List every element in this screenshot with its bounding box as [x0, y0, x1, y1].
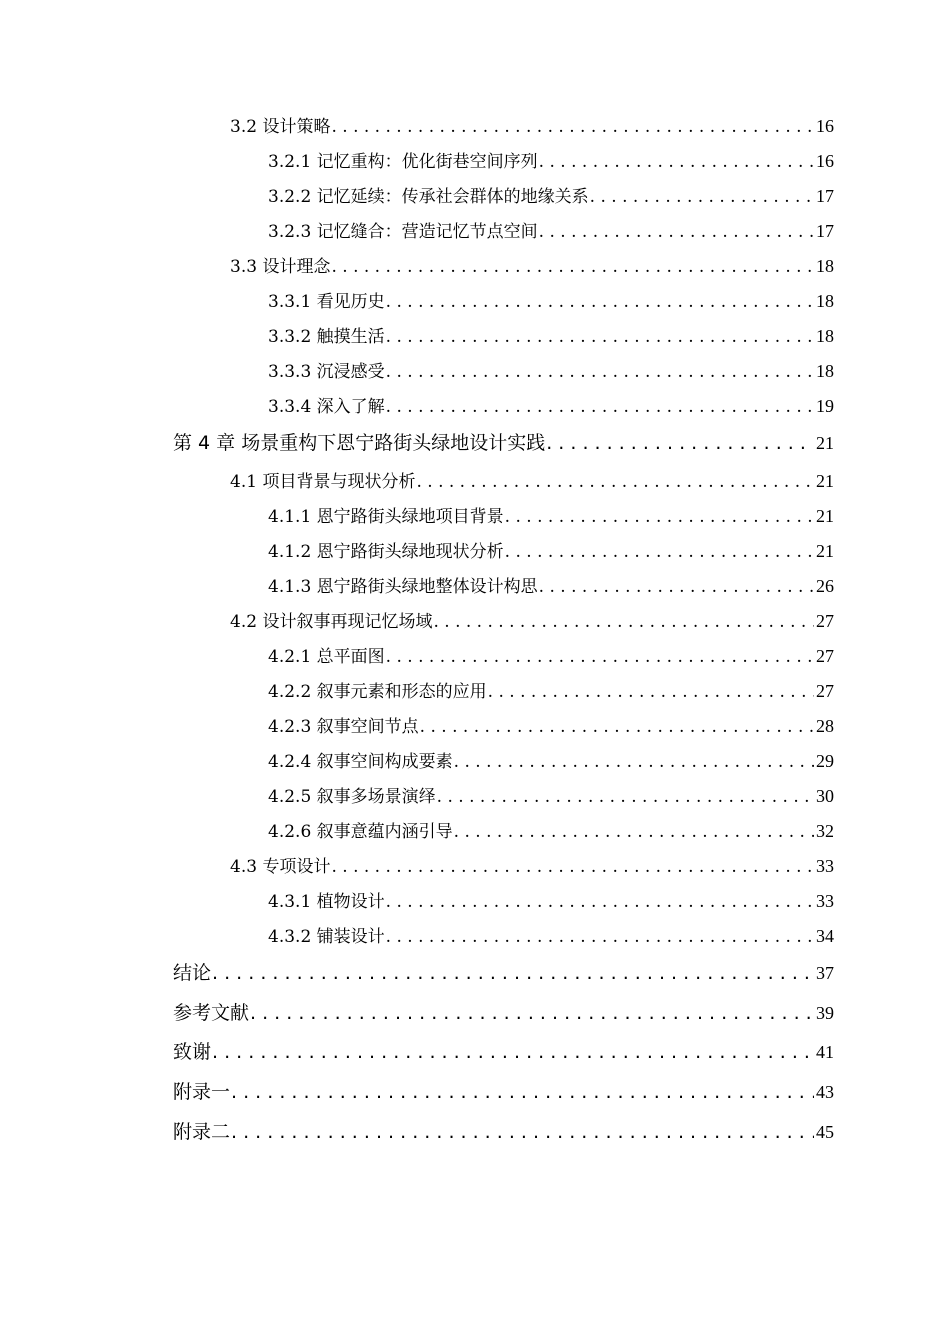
toc-entry-page-number: 18 [816, 256, 834, 276]
toc-entry-title: 4.1.3 恩宁路街头绿地整体设计构思 [268, 577, 538, 597]
toc-entry-title: 3.2.3 记忆缝合：营造记忆节点空间 [268, 222, 538, 242]
toc-chapter-entry[interactable] [173, 1040, 834, 1064]
toc-entry[interactable] [268, 819, 834, 843]
toc-entry[interactable] [268, 219, 834, 243]
toc-entry-title: 附录二 [173, 1121, 231, 1143]
toc-entry-title: 3.3.1 看见历史 [268, 292, 385, 312]
dot-leader [231, 1080, 814, 1104]
dot-leader [331, 255, 814, 278]
toc-entry-page-number: 16 [816, 151, 834, 171]
toc-entry-title: 4.2.6 叙事意蕴内涵引导 [268, 822, 453, 842]
toc-entry[interactable] [268, 324, 834, 348]
toc-entry-title: 3.2.2 记忆延续：传承社会群体的地缘关系 [268, 187, 589, 207]
toc-chapter-entry[interactable] [173, 1120, 834, 1144]
toc-entry-page-number: 18 [816, 326, 834, 346]
toc-entry-title: 3.2.1 记忆重构：优化街巷空间序列 [268, 152, 538, 172]
toc-entry[interactable] [268, 749, 834, 773]
toc-chapter-entry[interactable] [173, 1001, 834, 1025]
dot-leader [386, 395, 814, 418]
toc-entry-title: 第 4 章 场景重构下恩宁路街头绿地设计实践 [173, 432, 546, 454]
dot-leader [539, 575, 814, 598]
toc-chapter-entry[interactable] [173, 1080, 834, 1104]
toc-entry[interactable] [268, 149, 834, 173]
toc-entry-title: 4.1 项目背景与现状分析 [230, 472, 416, 492]
dot-leader [420, 715, 814, 738]
dot-leader [546, 431, 814, 455]
dot-leader [488, 680, 814, 703]
toc-entry-page-number: 39 [816, 1003, 834, 1023]
toc-entry[interactable] [268, 644, 834, 668]
toc-entry-page-number: 34 [816, 926, 834, 946]
toc-entry[interactable] [268, 539, 834, 563]
dot-leader [416, 470, 814, 493]
dot-leader [454, 820, 814, 843]
toc-entry[interactable] [268, 394, 834, 418]
toc-entry[interactable] [230, 469, 834, 493]
dot-leader [386, 890, 814, 913]
toc-entry-title: 4.2.1 总平面图 [268, 647, 385, 667]
toc-entry[interactable] [268, 574, 834, 598]
toc-entry-title: 4.2.5 叙事多场景演绎 [268, 787, 436, 807]
toc-entry-title: 4.3.2 铺装设计 [268, 927, 385, 947]
dot-leader [331, 855, 814, 878]
toc-entry-page-number: 28 [816, 716, 834, 736]
dot-leader [386, 360, 814, 383]
dot-leader [590, 185, 814, 208]
toc-entry-page-number: 27 [816, 611, 834, 631]
toc-entry-page-number: 17 [816, 221, 834, 241]
toc-entry-page-number: 32 [816, 821, 834, 841]
toc-entry-title: 结论 [173, 962, 212, 984]
toc-entry-page-number: 43 [816, 1082, 834, 1102]
dot-leader [386, 925, 814, 948]
toc-chapter-entry[interactable] [173, 961, 834, 985]
toc-entry-title: 4.2.3 叙事空间节点 [268, 717, 419, 737]
toc-entry[interactable] [268, 784, 834, 808]
dot-leader [386, 325, 814, 348]
toc-entry-title: 4.2.2 叙事元素和形态的应用 [268, 682, 487, 702]
toc-entry-page-number: 21 [816, 506, 834, 526]
toc-entry-title: 3.3.3 沉浸感受 [268, 362, 385, 382]
toc-entry-page-number: 33 [816, 856, 834, 876]
toc-entry-title: 4.2 设计叙事再现记忆场域 [230, 612, 433, 632]
dot-leader [212, 1040, 814, 1064]
toc-entry-page-number: 21 [816, 541, 834, 561]
dot-leader [231, 1120, 814, 1144]
toc-entry-page-number: 33 [816, 891, 834, 911]
toc-entry[interactable] [268, 714, 834, 738]
dot-leader [539, 220, 814, 243]
dot-leader [505, 505, 814, 528]
toc-entry[interactable] [230, 854, 834, 878]
toc-entry-title: 3.3.4 深入了解 [268, 397, 385, 417]
toc-entry-page-number: 27 [816, 681, 834, 701]
dot-leader [386, 645, 814, 668]
toc-entry-title: 4.1.1 恩宁路街头绿地项目背景 [268, 507, 504, 527]
toc-entry[interactable] [268, 184, 834, 208]
toc-entry-page-number: 29 [816, 751, 834, 771]
dot-leader [505, 540, 814, 563]
dot-leader [437, 785, 814, 808]
toc-entry[interactable] [268, 924, 834, 948]
dot-leader [331, 115, 814, 138]
toc-entry[interactable] [230, 254, 834, 278]
toc-entry-page-number: 41 [816, 1042, 834, 1062]
toc-entry-page-number: 17 [816, 186, 834, 206]
toc-entry-title: 致谢 [173, 1041, 212, 1063]
toc-entry-page-number: 16 [816, 116, 834, 136]
toc-entry-title: 附录一 [173, 1081, 231, 1103]
toc-entry-title: 4.3.1 植物设计 [268, 892, 385, 912]
dot-leader [250, 1001, 814, 1025]
toc-entry-title: 3.3.2 触摸生活 [268, 327, 385, 347]
toc-entry-title: 参考文献 [173, 1002, 250, 1024]
toc-entry[interactable] [268, 359, 834, 383]
toc-entry-page-number: 37 [816, 963, 834, 983]
toc-entry-page-number: 27 [816, 646, 834, 666]
dot-leader [433, 610, 814, 633]
toc-entry[interactable] [268, 679, 834, 703]
toc-entry[interactable] [268, 889, 834, 913]
dot-leader [454, 750, 814, 773]
toc-entry[interactable] [268, 504, 834, 528]
toc-entry[interactable] [268, 289, 834, 313]
toc-entry-title: 4.1.2 恩宁路街头绿地现状分析 [268, 542, 504, 562]
toc-entry-page-number: 21 [816, 433, 834, 453]
toc-entry-title: 4.2.4 叙事空间构成要素 [268, 752, 453, 772]
toc-chapter-entry[interactable] [173, 431, 834, 455]
toc-entry-page-number: 21 [816, 471, 834, 491]
toc-entry-page-number: 18 [816, 291, 834, 311]
toc-entry-title: 3.3 设计理念 [230, 257, 331, 277]
toc-entry[interactable] [230, 609, 834, 633]
toc-entry-page-number: 19 [816, 396, 834, 416]
toc-entry-page-number: 18 [816, 361, 834, 381]
toc-entry-page-number: 26 [816, 576, 834, 596]
dot-leader [386, 290, 814, 313]
dot-leader [539, 150, 814, 173]
toc-entry-title: 3.2 设计策略 [230, 117, 331, 137]
toc-entry-page-number: 30 [816, 786, 834, 806]
dot-leader [212, 961, 814, 985]
toc-entry[interactable] [230, 114, 834, 138]
toc-entry-page-number: 45 [816, 1122, 834, 1142]
toc-entry-title: 4.3 专项设计 [230, 857, 331, 877]
